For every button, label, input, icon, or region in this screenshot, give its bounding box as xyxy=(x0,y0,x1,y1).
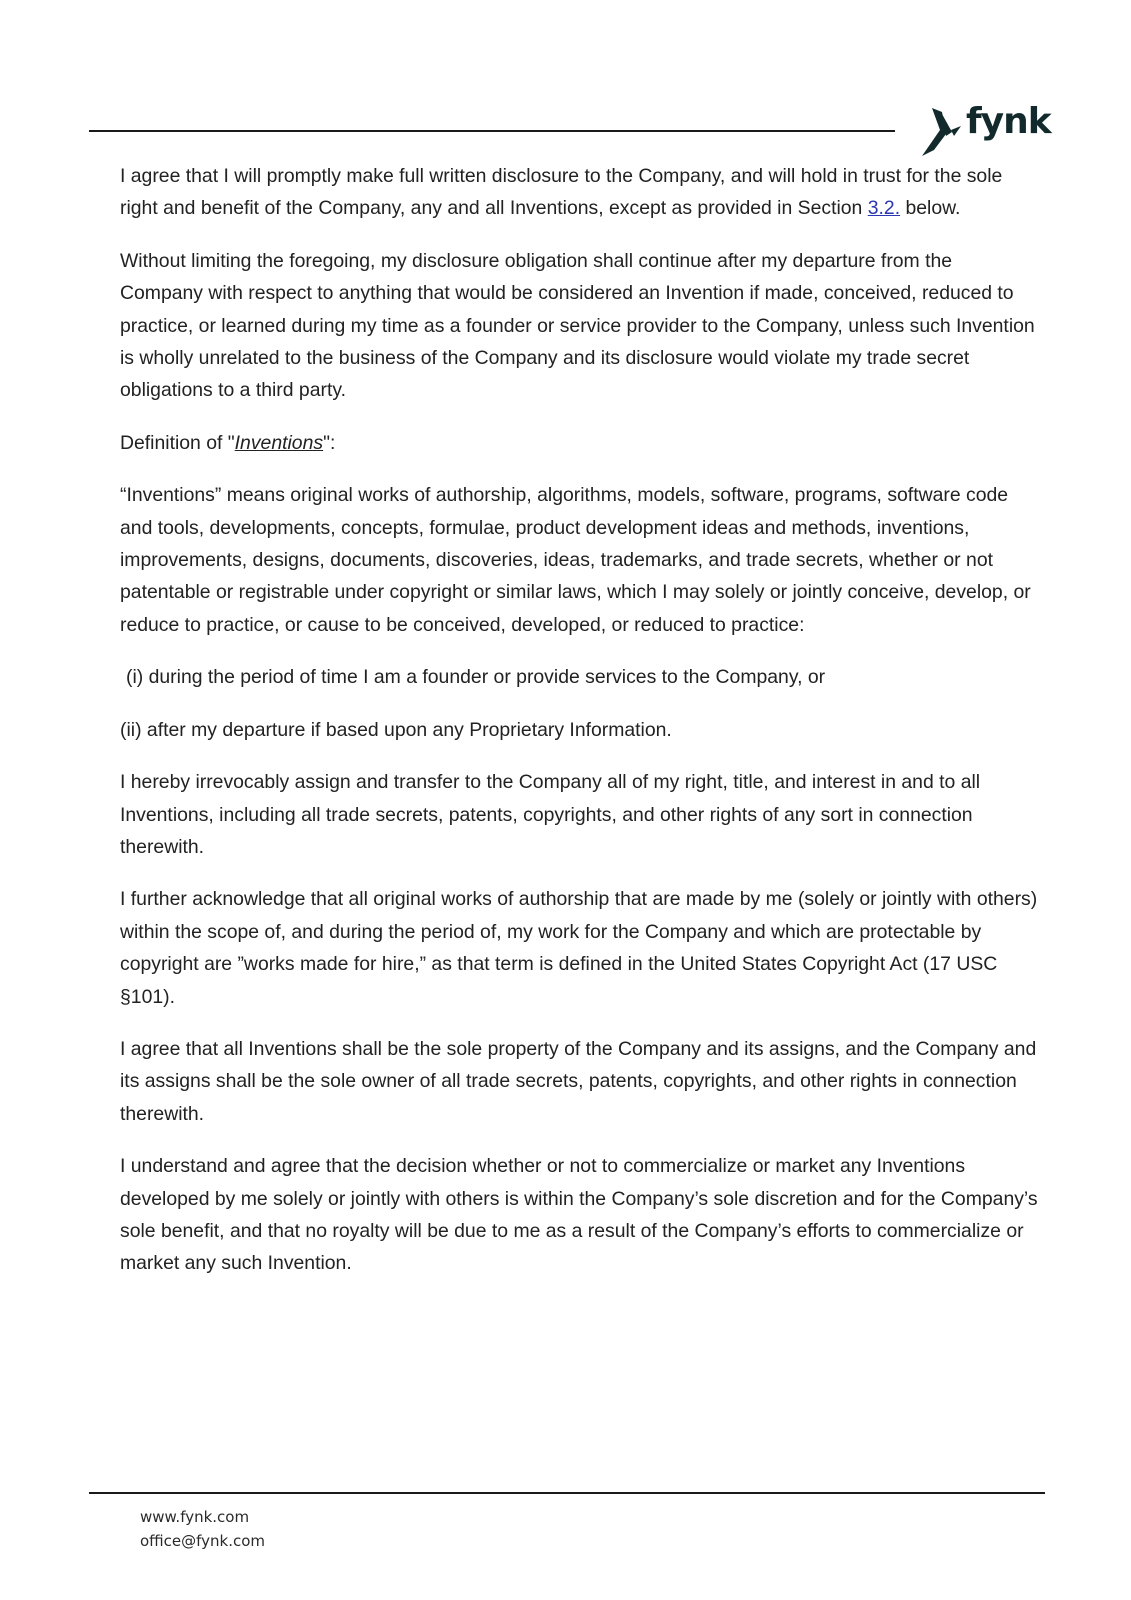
section-3-2-link[interactable]: 3.2. xyxy=(867,197,901,220)
paragraph-disclosure-end: below. xyxy=(900,197,961,220)
footer-email[interactable]: office@fynk.com xyxy=(140,1532,266,1550)
definition-term: Inventions xyxy=(234,431,324,454)
logo-wordmark: fynk xyxy=(966,101,1051,142)
footer-website[interactable]: www.fynk.com xyxy=(140,1508,250,1526)
header-divider xyxy=(89,130,895,132)
list-item-i: (i) during the period of time I am a founder or provide services to the Company, or xyxy=(126,666,826,689)
definition-prefix: Definition of " xyxy=(120,431,235,454)
paragraph-commercialization: I understand and agree that the decision whether or not to commercialize or market any Inventions developed by me solely or jointly with others is within the Company’s sole discretion and for the Company’s sole benefit, and that no royalty will be due to me as a result of the Company’s efforts to commercialize or market any such Invention. xyxy=(120,1155,1038,1275)
paragraph-disclosure xyxy=(120,160,1040,225)
paragraph-sole-property: I agree that all Inventions shall be the sole property of the Company and its assigns, and the Company and its assigns shall be the sole owner of all trade secrets, patents, copyrights, and other rights in connection therewith. xyxy=(120,1037,1037,1125)
definition-heading xyxy=(120,427,1040,459)
paragraph-continuing-obligation: Without limiting the foregoing, my disclosure obligation shall continue after my departure from the Company with respect to anything that would be considered an Invention if made, conceived, reduced to practice, or learned during my time as a founder or service provider to the Company, unless such Invention is wholly unrelated to the business of the Company and its disclosure would violate my trade secret obligations to a third party. xyxy=(120,249,1035,402)
paragraph-disclosure-text: I agree that I will promptly make full written disclosure to the Company, and will hold in trust for the sole right and benefit of the Company, any and all Inventions, except as provided in Section xyxy=(120,165,1003,220)
fynk-bird-icon xyxy=(918,106,962,158)
paragraph-works-for-hire: I further acknowledge that all original works of authorship that are made by me (solely or jointly with others) within the scope of, and during the period of, my work for the Company and which are protectable by copyright are ”works made for hire,” as that term is defined in the United States Copyright Act (17 USC §101). xyxy=(120,888,1038,1008)
paragraph-assignment: I hereby irrevocably assign and transfer to the Company all of my right, title, and interest in and to all Inventions, including all trade secrets, patents, copyrights, and other rights of any sort in connection therewith. xyxy=(120,771,981,858)
paragraph-inventions-definition: “Inventions” means original works of authorship, algorithms, models, software, programs, software code and tools, developments, concepts, formulae, product development ideas and methods, inventions, improvements, designs, documents, discoveries, ideas, trademarks, and trade secrets, whether or not patentable or registrable under copyright or similar laws, which I may solely or jointly conceive, develop, or reduce to practice, or cause to be conceived, developed, or reduced to practice: xyxy=(120,484,1031,636)
footer-divider xyxy=(89,1492,1045,1494)
brand-logo xyxy=(918,101,1051,158)
document-body xyxy=(120,160,1040,1300)
list-item-ii: (ii) after my departure if based upon any Proprietary Information. xyxy=(120,718,672,741)
footer xyxy=(140,1505,265,1553)
definition-suffix: ": xyxy=(323,431,336,454)
